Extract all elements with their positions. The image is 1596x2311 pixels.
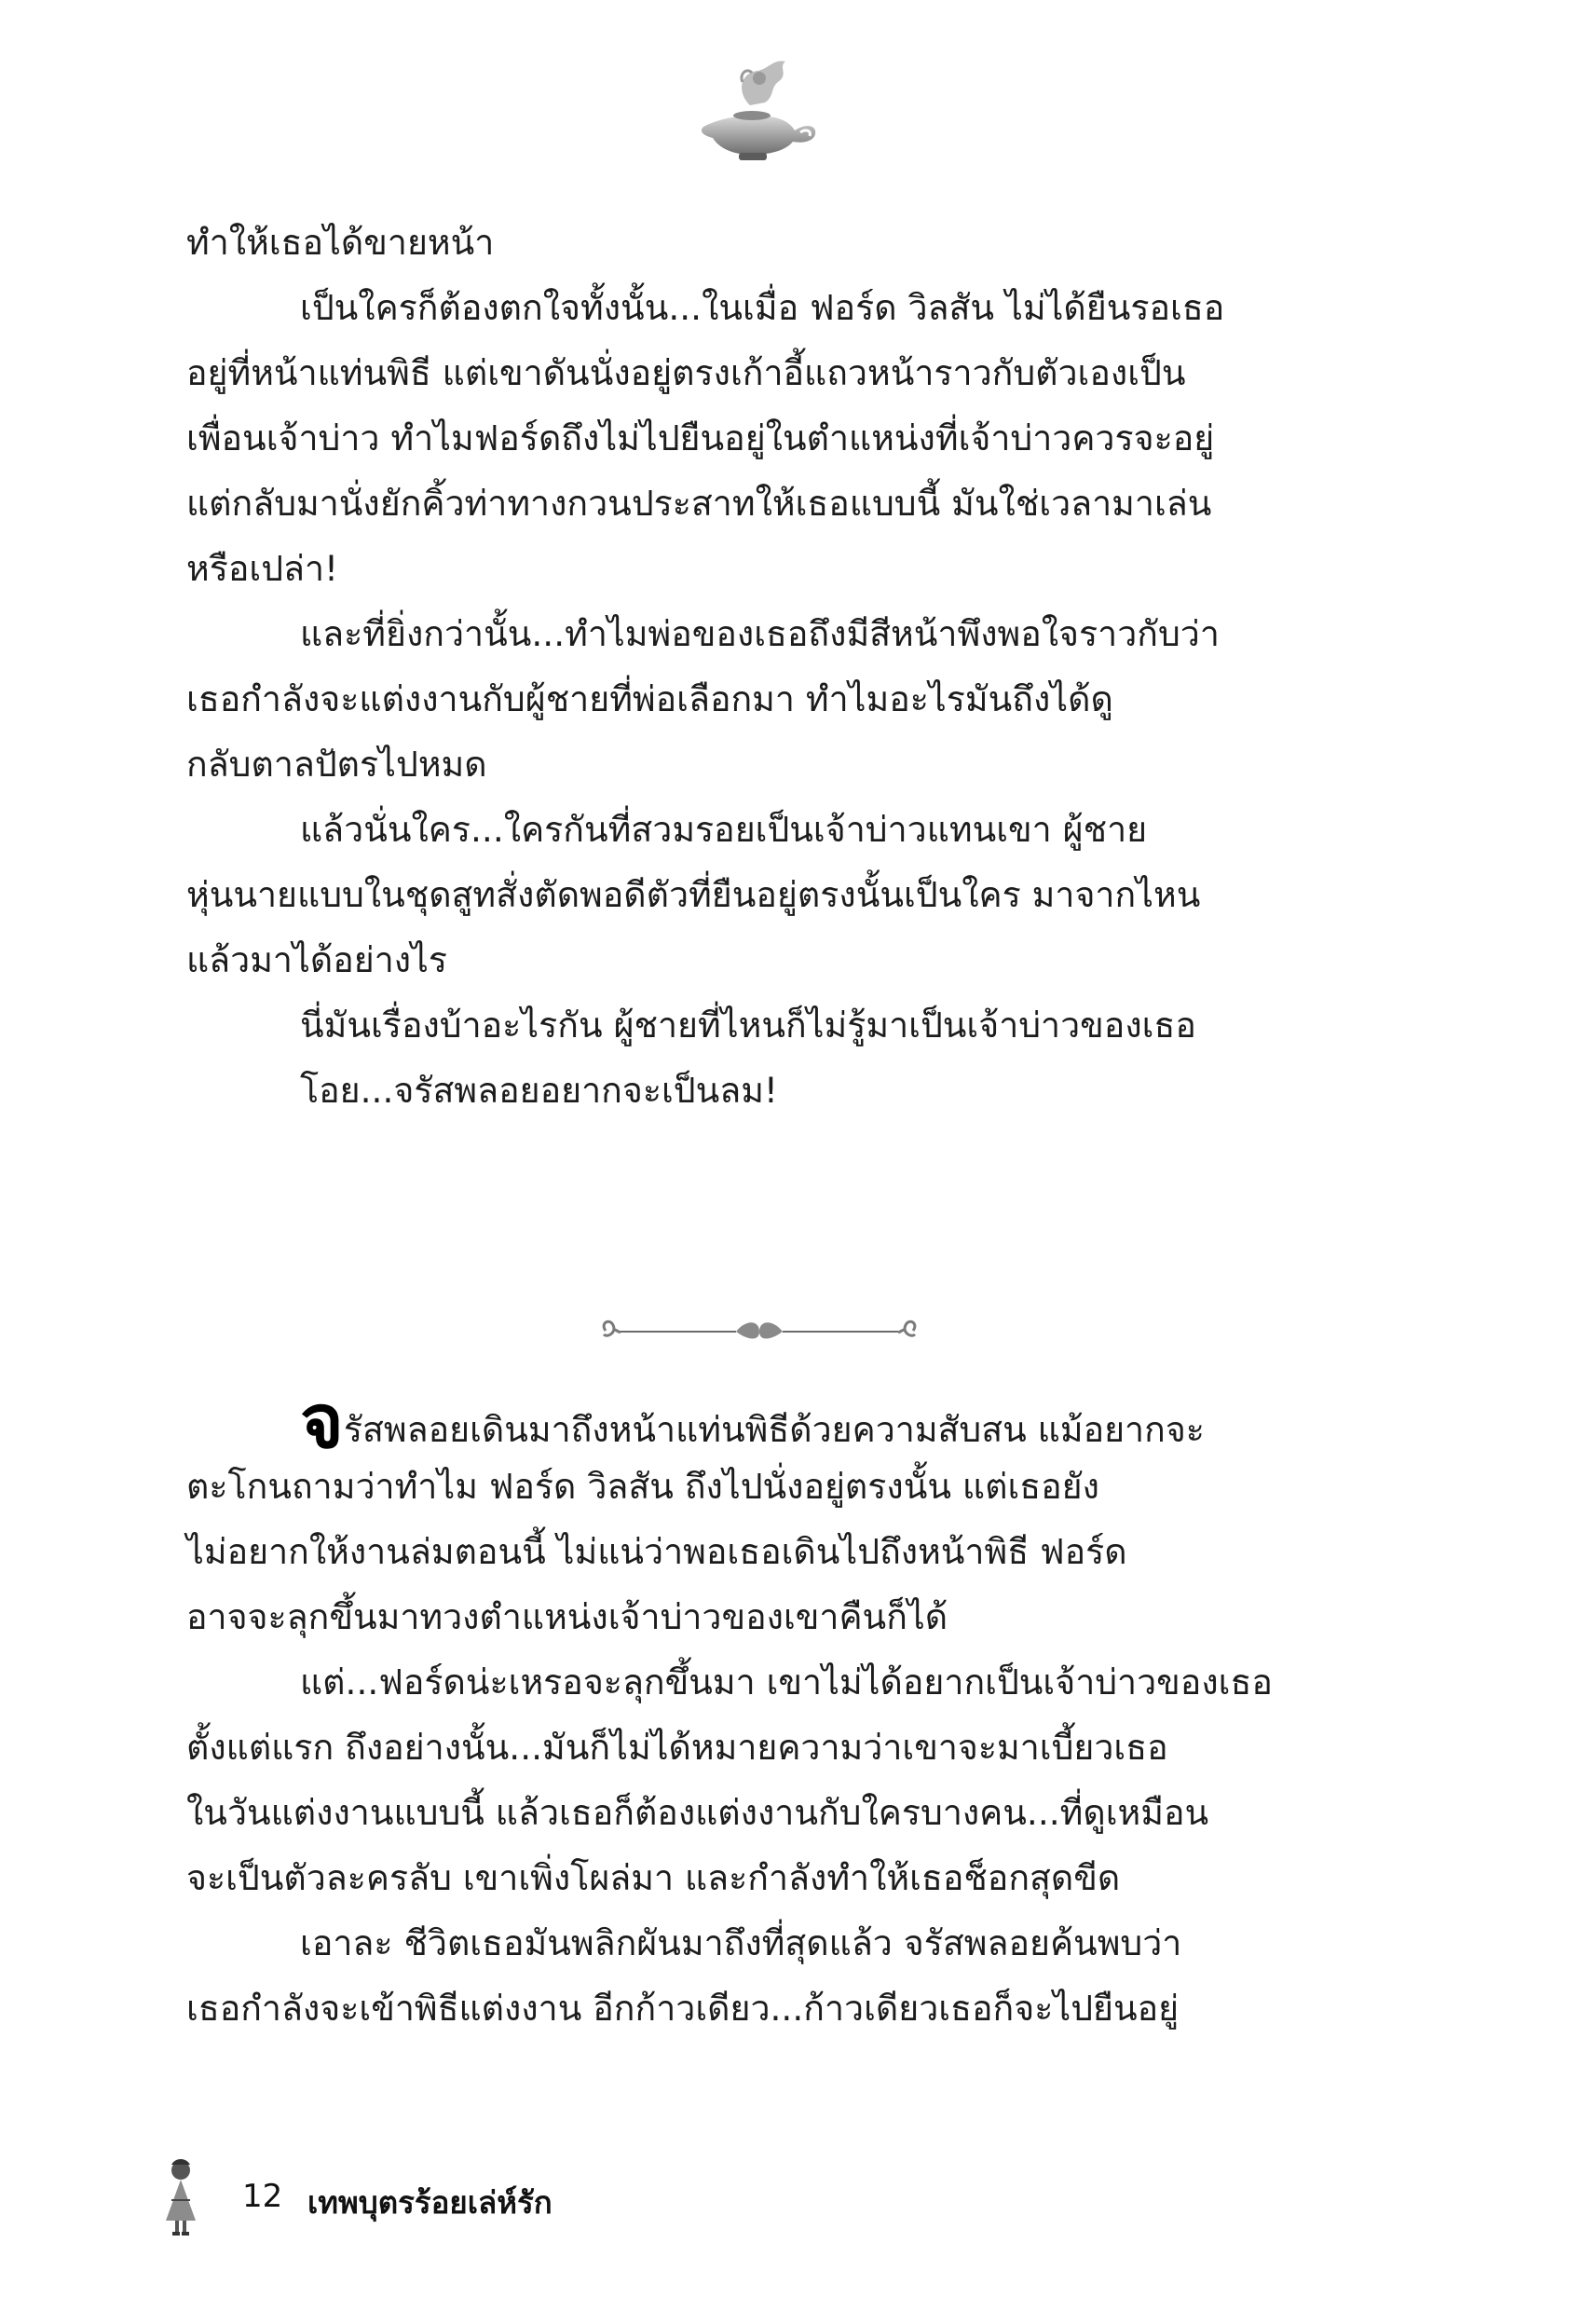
paragraph-line: หรือเปล่า! [186, 548, 339, 589]
drop-cap: จ [300, 1377, 344, 1465]
paragraph-line: ไม่อยากให้งานล่มตอนนี้ ไม่แน่ว่าพอเธอเดินไปถึงหน้าพิธี ฟอร์ด [186, 1531, 1127, 1572]
paragraph-line-first [300, 1377, 1205, 1465]
paragraph-line: จะเป็นตัวละครลับ เขาเพิ่งโผล่มา และกำลังทำให้เธอช็อกสุดขีด [186, 1857, 1121, 1898]
genie-lamp-icon [685, 54, 825, 166]
paragraph-line: หุ่นนายแบบในชุดสูทสั่งตัดพอดีตัวที่ยืนอยู่ตรงนั้นเป็นใคร มาจากไหน [186, 874, 1201, 915]
paragraph-line: อยู่ที่หน้าแท่นพิธี แต่เขาดันนั่งอยู่ตรงเก้าอี้แถวหน้าราวกับตัวเองเป็น [186, 352, 1186, 393]
paragraph-line: นี่มันเรื่องบ้าอะไรกัน ผู้ชายที่ไหนก็ไม่รู้มาเป็นเจ้าบ่าวของเธอ [300, 1005, 1196, 1046]
page-footer [158, 2157, 811, 2241]
book-title: เทพบุตรร้อยเล่ห์รัก [307, 2184, 552, 2221]
page-number: 12 [242, 2178, 283, 2215]
paragraph-line: แล้วมาได้อย่างไร [186, 939, 448, 980]
paragraph-line: เธอกำลังจะแต่งงานกับผู้ชายที่พ่อเลือกมา ทำไมอะไรมันถึงได้ดู [186, 678, 1113, 719]
ornamental-divider [596, 1312, 922, 1349]
paragraph-line: อาจจะลุกขึ้นมาทวงตำแหน่งเจ้าบ่าวของเขาคืนก็ได้ [186, 1596, 948, 1637]
paragraph-line: เธอกำลังจะเข้าพิธีแต่งงาน อีกก้าวเดียว...ก้าวเดียวเธอก็จะไปยืนอยู่ [186, 1988, 1180, 2029]
paragraph-line: แต่กลับมานั่งยักคิ้วท่าทางกวนประสาทให้เธอแบบนี้ มันใช่เวลามาเล่น [186, 483, 1212, 524]
doll-figure-icon [158, 2157, 203, 2241]
paragraph-line: เป็นใครก็ต้องตกใจทั้งนั้น...ในเมื่อ ฟอร์ด วิลสัน ไม่ได้ยืนรอเธอ [300, 287, 1225, 328]
paragraph-line: เอาละ ชีวิตเธอมันพลิกผันมาถึงที่สุดแล้ว จรัสพลอยค้นพบว่า [300, 1922, 1182, 1963]
paragraph-line: ตั้งแต่แรก ถึงอย่างนั้น...มันก็ไม่ได้หมายความว่าเขาจะมาเบี้ยวเธอ [186, 1727, 1168, 1768]
paragraph-line: แต่...ฟอร์ดน่ะเหรอจะลุกขึ้นมา เขาไม่ได้อยากเป็นเจ้าบ่าวของเธอ [300, 1661, 1273, 1702]
paragraph-line: โอย...จรัสพลอยอยากจะเป็นลม! [300, 1070, 778, 1111]
paragraph-line: ในวันแต่งงานแบบนี้ แล้วเธอก็ต้องแต่งงานกับใครบางคน...ที่ดูเหมือน [186, 1792, 1209, 1833]
paragraph-line: กลับตาลปัตรไปหมด [186, 744, 487, 785]
paragraph-line: แล้วนั่นใคร...ใครกันที่สวมรอยเป็นเจ้าบ่าวแทนเขา ผู้ชาย [300, 809, 1148, 850]
paragraph-line: และที่ยิ่งกว่านั้น...ทำไมพ่อของเธอถึงมีสีหน้าพึงพอใจราวกับว่า [300, 613, 1220, 654]
paragraph-line: เพื่อนเจ้าบ่าว ทำไมฟอร์ดถึงไม่ไปยืนอยู่ในตำแหน่งที่เจ้าบ่าวควรจะอยู่ [186, 417, 1215, 458]
first-line-text: รัสพลอยเดินมาถึงหน้าแท่นพิธีด้วยความสับสน แม้อยากจะ [343, 1409, 1205, 1450]
paragraph-line: ทำให้เธอได้ขายหน้า [186, 222, 495, 263]
paragraph-line: ตะโกนถามว่าทำไม ฟอร์ด วิลสัน ถึงไปนั่งอยู่ตรงนั้น แต่เธอยัง [186, 1466, 1099, 1507]
